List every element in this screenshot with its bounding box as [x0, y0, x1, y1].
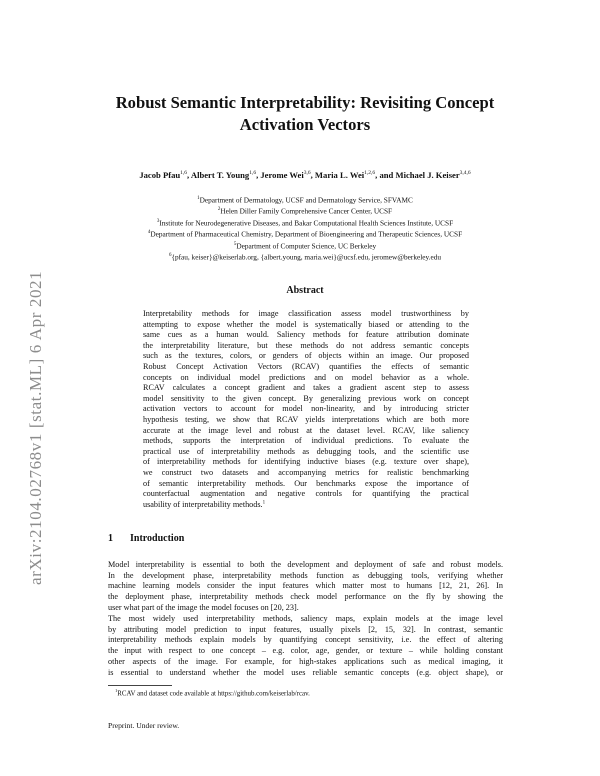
affiliation: $^3$Institute for Neurodegenerative Diseases, and Bakar Computational Health Sciences Institute, UCSF [156, 218, 454, 228]
body-line: The most widely used interpretability methods, saliency maps, explain models at the image level [108, 614, 503, 623]
abstract-line: model sensitivity to the given concept. By generalizing previous work on concept [143, 393, 469, 403]
body-line: by attributing model prediction to input features, usually pixels [2, 15, 32]. In contrast, semantic [108, 624, 503, 634]
author-name: Michael J. Keiser [395, 170, 460, 180]
abstract-line: RCAV calculates a concept gradient and takes a gradient ascent step to assess [143, 383, 469, 393]
abstract-line: of interpretability methods for identifying inductive biases (e.g. texture over shape), [143, 457, 469, 467]
section-title: Introduction [130, 533, 185, 544]
affiliation: $^2$Helen Diller Family Comprehensive Cancer Center, UCSF [217, 206, 393, 216]
abstract-line: of semantic interpretability methods. Our benchmarks expose the importance of [143, 478, 469, 488]
affiliation: $^5$Department of Computer Science, UC Berkeley [233, 241, 377, 251]
affiliation-emails: $^6${pfau, keiser}@keiserlab.org, {albert.young, maria.wei}@ucsf.edu, jeromew@berkeley.edu [168, 252, 442, 262]
abstract-line: we construct two datasets and accompanying metrics for realistic benchmarking [143, 467, 469, 477]
arxiv-stamp: arXiv:2104.02768v1 [stat.ML] 6 Apr 2021 [26, 270, 45, 585]
title-line: Robust Semantic Interpretability: Revisiting Concept [115, 93, 495, 112]
author-separator: , [256, 170, 261, 180]
body-line: the deployment phase, interpretability methods check model performance on the fly by showing the [108, 592, 503, 602]
body-line: the input with respect to one concept – e.g. color, age, gender, or texture – while holding constant [108, 646, 503, 656]
footnote-mark: 1 [262, 499, 266, 505]
author-name: Jacob Pfau [139, 170, 181, 180]
author-affil-mark: 1,6 [249, 170, 257, 177]
abstract-line: counterfactual augmentation and negative controls for quantifying the practical [143, 489, 469, 499]
title-line: Activation Vectors [239, 115, 371, 134]
preprint-notice: Preprint. Under review. [108, 721, 180, 730]
abstract-heading: Abstract [286, 285, 324, 296]
body-line: machine learning models consider the input features which matter most to humans [12, 21, 26]. In [108, 581, 503, 591]
affiliations [40, 194, 570, 263]
author-name: Albert T. Young [190, 170, 250, 180]
author-name: Maria L. Wei [314, 170, 365, 180]
body-line: In the development phase, interpretability methods function as debugging tools, verifying whether [108, 570, 503, 580]
abstract-line: hypothesis testing, we show that RCAV yields interpretations which are both more [143, 414, 469, 424]
section-number: 1 [108, 533, 113, 544]
body-line: user what part of the image the model focuses on [20, 23]. [108, 602, 299, 612]
author-affil-mark: 1,2,6 [364, 170, 376, 177]
abstract-line: attempting to expose whether the model is systematically biased or attending to the [143, 319, 469, 329]
footnote-text: RCAV and dataset code available at https://github.com/keiserlab/rcav. [117, 690, 310, 698]
abstract-line: activation vectors to account for model non-linearity, and by introducing stricter [143, 404, 469, 414]
body-line: Model interpretability is essential to both the development and deployment of safe and robust models. [108, 560, 503, 569]
body-line: is essential to understand whether the model uses reliable semantic concepts (e.g. object shape), or [108, 667, 503, 677]
body-line: interpretability methods explain models by quantifying concept sensitivity, i.e. the effect of altering [108, 635, 503, 645]
body-line: other aspects of the image. For example, for high-stakes applications such as medical imaging, it [108, 656, 503, 666]
abstract-line: same cues as a human would. Saliency methods for feature attribution dominate [143, 330, 469, 340]
abstract-line: the interpretability literature, but these methods do not address semantic concepts [143, 340, 469, 350]
abstract-line: practical use of interpretability methods as debugging tools, and the scientific use [143, 446, 469, 456]
author-separator: , and [375, 170, 396, 180]
paper-title [95, 92, 515, 136]
abstract-line: usability of interpretability methods.$^1$ [143, 499, 266, 509]
author-separator: , [187, 170, 191, 180]
abstract-body [143, 309, 469, 510]
intro-paragraph-1 [108, 560, 503, 614]
abstract-line: methods, supports the interpretation of individual predictions. To evaluate the [143, 436, 469, 446]
author-list [40, 170, 570, 180]
footnote-mark: 1 [115, 688, 118, 693]
affiliation: $^1$Department of Dermatology, UCSF and Dermatology Service, SFVAMC [197, 195, 413, 205]
footnote [115, 688, 310, 697]
abstract-line: Interpretability methods for image classification assess model trustworthiness by [143, 309, 469, 318]
author-affil-mark: 1,6 [180, 170, 188, 177]
footnote-rule [108, 685, 172, 686]
author-affil-mark: 3,4,6 [459, 170, 471, 177]
abstract-line: such as the textures, colors, or genders of objects within an image. Our proposed [143, 351, 469, 361]
author-affil-mark: 3,6 [303, 170, 311, 177]
abstract-line: Robust Concept Activation Vectors (RCAV) quantifies the effects of semantic [143, 361, 469, 371]
abstract-line: concepts on individual model predictions and on model behavior as a whole. [143, 372, 469, 382]
affiliation: $^4$Department of Pharmaceutical Chemistry, Department of Bioengineering and Therapeutic Sciences, UCSF [147, 229, 463, 239]
author-name: Jerome Wei [260, 170, 304, 180]
intro-paragraph-2 [108, 614, 503, 678]
author-separator: , [310, 170, 315, 180]
section-heading [108, 533, 184, 544]
abstract-line: accurate at the image level and robust at the dataset level. RCAV, like saliency [143, 425, 469, 435]
